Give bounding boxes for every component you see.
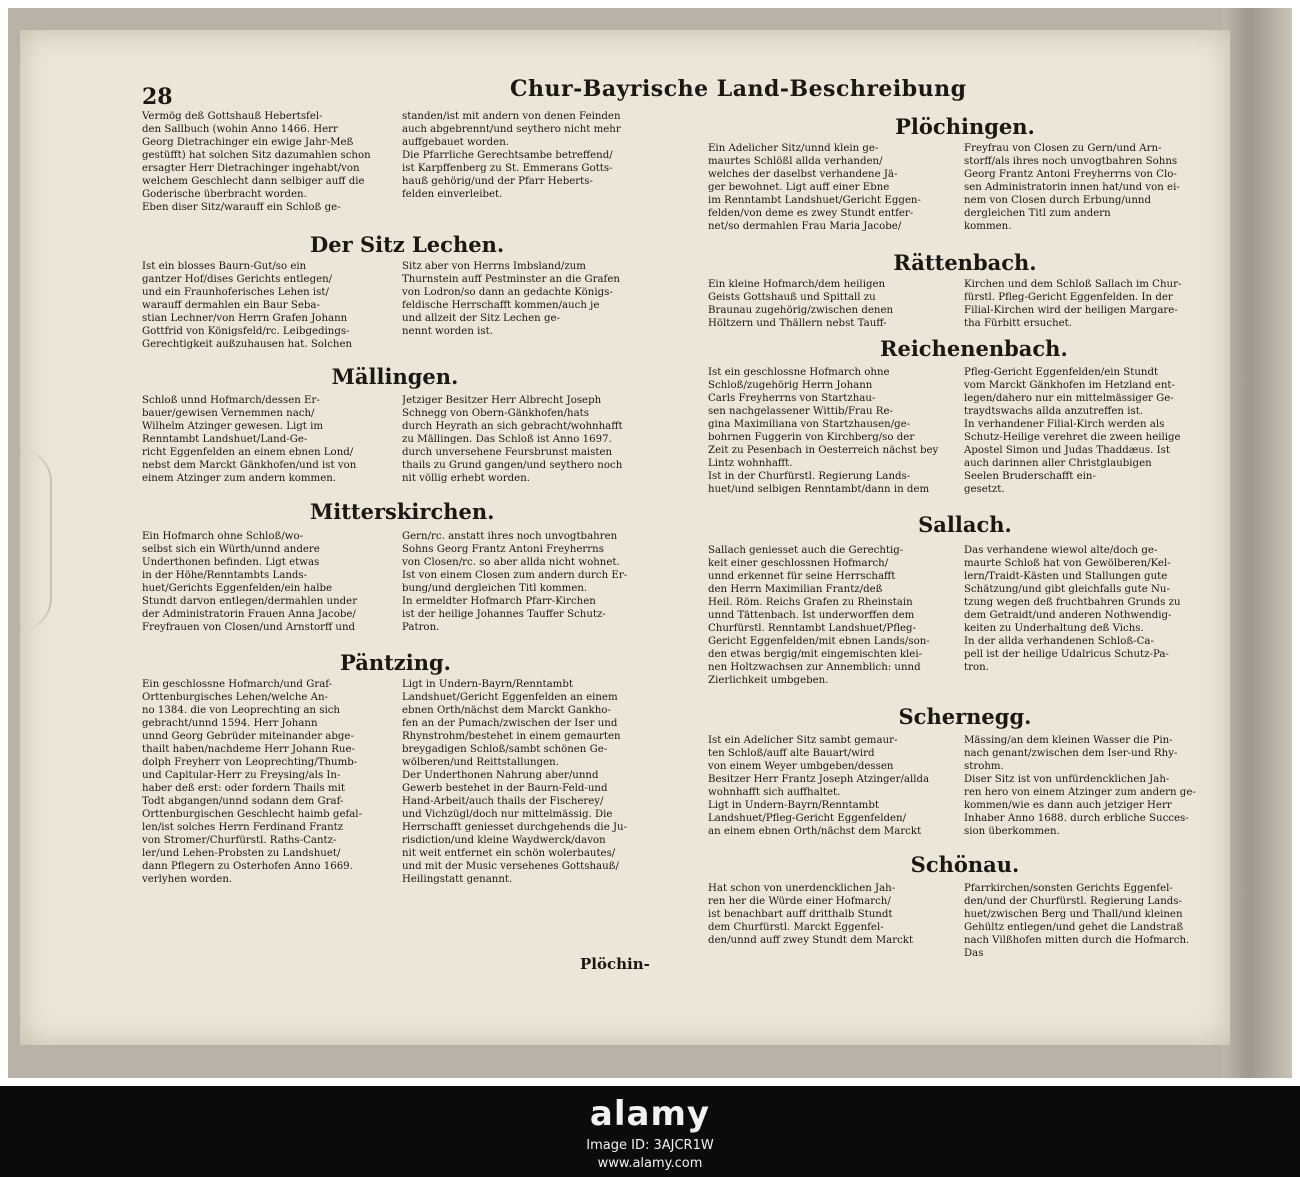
schoenau-col-2: Pfarrkirchen/sonsten Gerichts Eggenfel- den/und der Churfürstl. Regierung Lands- huet/zwischen Berg und Thall/und kleinen Gehültz entlegen/und gehet die Landstraß nach Vilßhofen mitten durch die Hofmarch. Das: [964, 883, 1190, 959]
intro-col-1: Vermög deß Gottshauß Hebertsfel- den Sallbuch (wohin Anno 1466. Herr Georg Dietrachinger ein ewige Jahr-Meß gestüfft) hat solchen Sitz dazumahlen schon ersagter Herr Dietrachinger ingehabt/von welchem Geschlecht dann selbiger auff die Goderische überbracht worden. Eben diser Sitz/warauff ein Schloß ge-: [142, 111, 371, 213]
sitz-lechen-col-1: Ist ein blosses Baurn-Gut/so ein gantzer Hof/dises Gerichts entlegen/ und ein Fraunhoferisches Lehen ist/ warauff dermahlen ein Baur Seba- stian Lechner/von Herrn Grafen Johann Gottfrid von Königsfeld/rc. Leibgedings- Gerechtigkeit außzuhausen hat. Solchen: [142, 261, 353, 350]
raettenbach-col-1: Ein kleine Hofmarch/dem heiligen Geists Gottshauß und Spittall zu Braunau zugehörig/zwischen denen Höltzern und Thällern nebst Tauff-: [708, 279, 894, 329]
mitterskirchen-col-2: Gern/rc. anstatt ihres noch unvogtbahren Sohns Georg Frantz Antoni Freyherrns von Closen/rc. so aber allda nicht wohnet. Ist von einem Closen zum andern durch Er- bung/und dergleichen Titl kommen. In ermeldter Hofmarch Pfarr-Kirchen ist der heilige Johannes Tauffer Schutz- Patron.: [402, 531, 628, 633]
ploechingen-col-2: Freyfrau von Closen zu Gern/und Arn- storff/als ihres noch unvogtbahren Sohns Georg Frantz Antoni Freyherrns von Clo- sen Administratorin innen hat/und von ei- nem von Closen durch Erbung/unnd dergleichen Titl zum andern kommen.: [964, 143, 1180, 232]
section-title-sitz-lechen: Der Sitz Lechen.: [310, 232, 505, 257]
sitz-lechen-col-2: Sitz aber von Herrns Imbsland/zum Thurnstein auff Pestminster an die Grafen von Lodron/so dann an gedachte Königs- feldische Herrschafft kommen/auch je und allzeit der Sitz Lechen ge- nennt worden ist.: [402, 261, 620, 337]
sallach-col-2: Das verhandene wiewol alte/doch ge- maurte Schloß hat von Gewölberen/Kel- lern/Traidt-Kästen und Stallungen gute Schätzung/und gibt gleichfalls gute Nu- tzung wegen deß fruchtbahren Grunds zu dem Getraidt/und anderen Nothwendig- keiten zu Underhaltung deß Vichs. In der allda verhandenen Schloß-Ca- pell ist der heilige Udalricus Schutz-Pa- tron.: [964, 545, 1181, 673]
section-title-maellingen: Mällingen.: [331, 364, 459, 389]
section-title-sallach: Sallach.: [918, 512, 1012, 537]
watermark-image-id: Image ID: 3AJCR1W: [586, 1138, 714, 1153]
intro-col-2: standen/ist mit andern von denen Feinden auch abgebrennt/und seythero nicht mehr auffgebauet worden. Die Pfarrliche Gerechtsambe betreffend/ ist Karpffenberg zu St. Emmerans Gotts- hauß gehörig/und der Pfarr Heberts- felden einverleibet.: [402, 111, 621, 200]
reichenenbach-col-1: Ist ein geschlossne Hofmarch ohne Schloß/zugehörig Herrn Johann Carls Freyherrns von Startzhau- sen nachgelassener Wittib/Frau Re- gina Maximiliana von Startzhausen/ge- bohrnen Fuggerin von Kirchberg/so der Zeit zu Pesenbach in Oesterreich nächst bey Lintz wohnhafft. Ist in der Churfürstl. Regierung Lands- huet/und selbigen Renntambt/dann in dem: [708, 367, 939, 495]
ploechingen-col-1: Ein Adelicher Sitz/unnd klein ge- maurtes Schlößl allda verhanden/ welches der daselbst verhandene Jä- ger bewohnet. Ligt auff einer Ebne im Renntambt Landshuet/Gericht Eggen- felden/von deme es zwey Stundt entfer- net/so dermahlen Frau Maria Jacobe/: [708, 143, 921, 232]
sallach-col-1: Sallach geniesset auch die Gerechtig- keit einer geschlossnen Hofmarch/ unnd erkennet für seine Herrschafft den Herrn Maximilian Frantz/deß Heil. Röm. Reichs Grafen zu Rheinstain unnd Tättenbach. Ist underworffen dem Churfürstl. Renntambt Landshuet/Pfleg- Gericht Eggenfelden/mit ebnen Lands/son- den etwas bergig/mit eingemischten klei- nen Holtzwachsen zur Annemblich: unnd Zierlichkeit umbgeben.: [708, 545, 930, 686]
section-title-raettenbach: Rättenbach.: [893, 250, 1037, 275]
catchword: Plöchin-: [580, 955, 650, 973]
watermark-brand: alamy: [589, 1094, 711, 1134]
schoenau-col-1: Hat schon von unerdencklichen Jah- ren her die Würde einer Hofmarch/ ist benachbart auff dritthalb Stundt dem Churfürstl. Marckt Eggenfel- den/unnd auff zwey Stundt dem Marckt: [708, 883, 914, 946]
section-title-reichenenbach: Reichenenbach.: [880, 336, 1068, 361]
maellingen-col-2: Jetziger Besitzer Herr Albrecht Joseph Schnegg von Obern-Gänkhofen/hats durch Heyrath an sich gebracht/wohnhafft zu Mällingen. Das Schloß ist Anno 1697. durch unversehene Feursbrunst maisten thails zu Grund gangen/und seythero noch nit völlig erhebt worden.: [402, 395, 623, 484]
section-title-schernegg: Schernegg.: [898, 704, 1032, 729]
section-title-schoenau: Schönau.: [910, 852, 1020, 877]
page-number: 28: [142, 84, 173, 110]
mitterskirchen-col-1: Ein Hofmarch ohne Schloß/wo- selbst sich ein Würth/unnd andere Underthonen befinden. Ligt etwas in der Höhe/Renntambts Lands- huet/Gerichts Eggenfelden/ein halbe Stundt darvon entlegen/dermahlen under der Administratorin Frauen Anna Jacobe/ Freyfrauen von Closen/und Arnstorff und: [142, 531, 358, 633]
maellingen-col-1: Schloß unnd Hofmarch/dessen Er- bauer/gewisen Vernemmen nach/ Wilhelm Atzinger gewesen. Ligt im Renntambt Landshuet/Land-Ge- richt Eggenfelden an einem ebnen Lond/ nebst dem Marckt Gänkhofen/und ist von einem Atzinger zum andern kommen.: [142, 395, 357, 484]
paentzing-col-1: Ein geschlossne Hofmarch/und Graf- Orttenburgisches Lehen/welche An- no 1384. die von Leoprechting an sich gebracht/unnd 1594. Herr Johann unnd Georg Gebrüder miteinander abge- thailt haben/nachdeme Herr Johann Rue- dolph Freyherr von Leoprechting/Thumb- und Capitular-Herr zu Freysing/als In- haber deß erst: oder fordern Thails mit Todt abgangen/unnd sodann dem Graf- Orttenburgischen Geschlecht haimb gefal- len/ist solches Herrn Ferdinand Frantz von Stromer/Churfürstl. Raths-Cantz- ler/und Lehen-Probsten zu Landshuet/ dann Pflegern zu Osterhofen Anno 1669. verlyhen worden.: [142, 679, 363, 885]
page-edge: [1222, 8, 1292, 1078]
paentzing-col-2: Ligt in Undern-Bayrn/Renntambt Landshuet/Gericht Eggenfelden an einem ebnen Orth/nächst dem Marckt Gankho- fen an der Pumach/zwischen der Iser und Rhynstrohm/bestehet in einem gemaurten breygadigen Schloß/sambt schönen Ge- wölberen/und Reittstallungen. Der Underthonen Nahrung aber/unnd Gewerb bestehet in der Baurn-Feld-und Hand-Arbeit/auch thails der Fischerey/ und Vichzügl/doch nur mittelmässig. Die Herrschafft geniesset durchgehends die Ju- risdiction/und kleine Waydwerck/davon nit weit entfernet ein schön wolerbautes/ und mit der Music versehenes Gottshauß/ Heilingstatt genannt.: [402, 679, 628, 885]
schernegg-col-2: Mässing/an dem kleinen Wasser die Pin- nach genant/zwischen dem Iser-und Rhy- strohm. Diser Sitz ist von unfürdencklichen Jah- ren hero von einem Atzinger zum andern ge- kommen/wie es dann auch jetziger Herr Inhaber Anno 1688. durch erbliche Succes- sion überkommen.: [964, 735, 1196, 837]
watermark-bar: [0, 1086, 1300, 1177]
schernegg-col-1: Ist ein Adelicher Sitz sambt gemaur- ten Schloß/auff alte Bauart/wird von einem Weyer umbgeben/dessen Besitzer Herr Frantz Joseph Atzinger/allda wohnhafft sich auffhaltet. Ligt in Undern-Bayrn/Renntambt Landshuet/Pfleg-Gericht Eggenfelden/ an einem ebnen Orth/nächst dem Marckt: [708, 735, 930, 837]
reichenenbach-col-2: Pfleg-Gericht Eggenfelden/ein Stundt vom Marckt Gänkhofen im Hetzland ent- legen/dahero nur ein mittelmässiger Ge- traydtswachs allda anzutreffen ist. In verhandener Filial-Kirch werden als Schutz-Heilige verehret die zween heilige Apostel Simon und Judas Thaddæus. Ist auch darinnen aller Christglaubigen Seelen Bruderschafft ein- gesetzt.: [964, 367, 1181, 495]
section-title-paentzing: Päntzing.: [340, 650, 451, 675]
raettenbach-col-2: Kirchen und dem Schloß Sallach im Chur- fürstl. Pfleg-Gericht Eggenfelden. In der Filial-Kirchen wird der heiligen Margare- tha Fürbitt ersuchet.: [964, 279, 1182, 329]
page-fold: [20, 450, 52, 630]
section-title-ploechingen: Plöchingen.: [895, 114, 1035, 139]
running-head: Chur-Bayrische Land-Beschreibung: [510, 76, 967, 102]
section-title-mitterskirchen: Mitterskirchen.: [310, 499, 495, 524]
watermark-site: www.alamy.com: [597, 1156, 703, 1171]
